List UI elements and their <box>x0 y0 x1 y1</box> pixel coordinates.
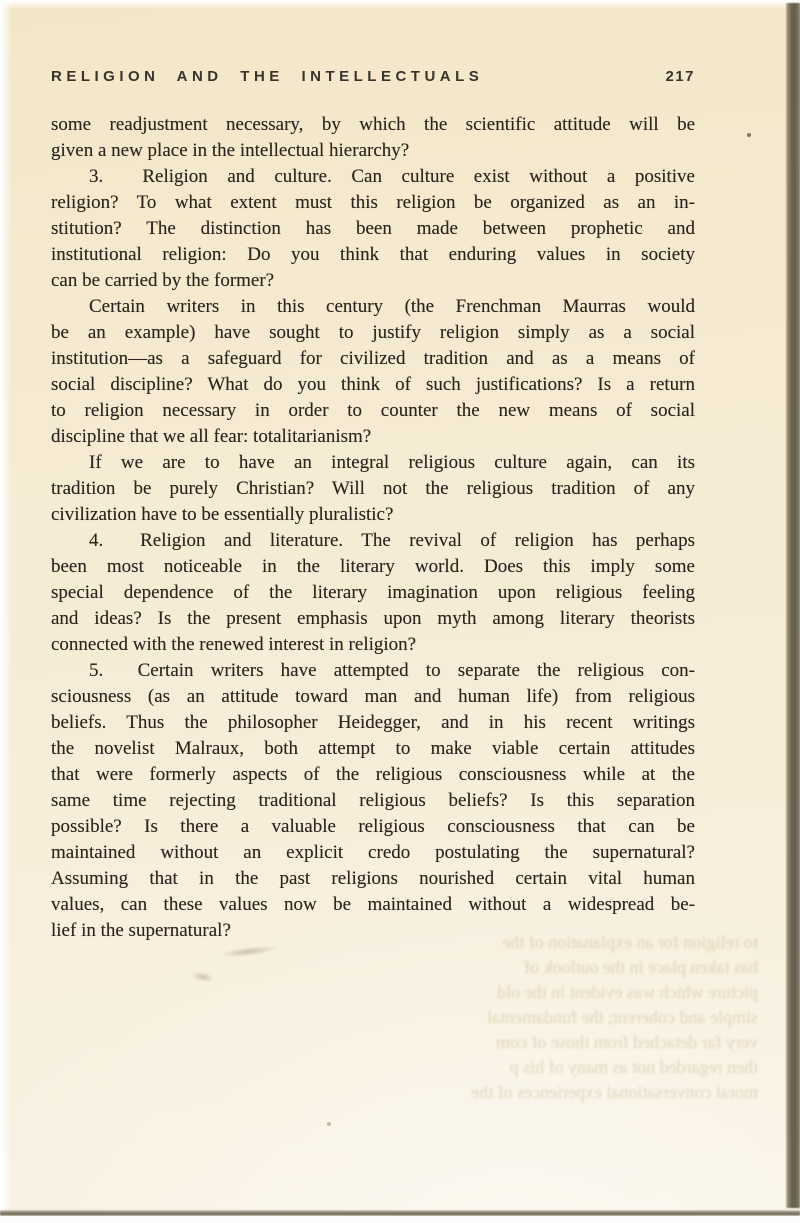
text-line: institution—as a safeguard for civilized tradition and as a means of <box>51 348 695 369</box>
page-showthrough <box>328 930 758 1105</box>
text-line: some readjustment necessary, by which the scientific attitude will be <box>51 114 695 135</box>
showthrough-line: to religion for an explanation of the <box>502 932 758 952</box>
text-line: connected with the renewed interest in religion? <box>51 634 417 655</box>
text-line: Certain writers in this century (the Frenchman Maurras would <box>89 296 695 317</box>
text-line: can be carried by the former? <box>51 270 275 291</box>
text-line: 4. Religion and literature. The revival of religion has perhaps <box>89 530 695 551</box>
text-line: 5. Certain writers have attempted to separate the religious con- <box>89 660 695 681</box>
ink-speck <box>747 133 751 137</box>
text-line: social discipline? What do you think of such justifications? Is a return <box>51 374 695 395</box>
text-line: beliefs. Thus the philosopher Heidegger, and in his recent writings <box>51 712 695 733</box>
text-line: stitution? The distinction has been made between prophetic and <box>51 218 695 239</box>
text-line: 3. Religion and culture. Can culture exist without a positive <box>89 166 695 187</box>
pencil-smudge <box>191 970 215 984</box>
text-line: that were formerly aspects of the religious consciousness while at the <box>51 764 695 785</box>
showthrough-line: then regarded not as many of his p <box>509 1057 758 1077</box>
text-line: If we are to have an integral religious culture again, can its <box>89 452 695 473</box>
pencil-smudge <box>220 943 279 959</box>
text-line: to religion necessary in order to counter the new means of social <box>51 400 695 421</box>
text-line: maintained without an explicit credo postulating the supernatural? <box>51 842 695 863</box>
text-line: values, can these values now be maintained without a widespread be- <box>51 894 695 915</box>
showthrough-line: has taken place in the outlook of <box>524 957 758 977</box>
text-line: religion? To what extent must this religion be organized as an in- <box>51 192 695 213</box>
text-line: institutional religion: Do you think that enduring values in society <box>51 244 695 265</box>
text-line: sciousness (as an attitude toward man and human life) from religious <box>51 686 695 707</box>
text-line: and ideas? Is the present emphasis upon myth among literary theorists <box>51 608 695 629</box>
text-line: Assuming that in the past religions nourished certain vital human <box>51 868 695 889</box>
text-line: lief in the supernatural? <box>51 920 231 941</box>
text-line: the novelist Malraux, both attempt to make viable certain attitudes <box>51 738 695 759</box>
running-head-row <box>51 68 695 85</box>
page-number: 217 <box>665 68 695 85</box>
text-line: possible? Is there a valuable religious consciousness that can be <box>51 816 695 837</box>
text-line: discipline that we all fear: totalitarianism? <box>51 426 372 447</box>
text-line: been most noticeable in the literary world. Does this imply some <box>51 556 695 577</box>
text-line: be an example) have sought to justify religion simply as a social <box>51 322 695 343</box>
text-line: tradition be purely Christian? Will not the religious tradition of any <box>51 478 695 499</box>
text-line: same time rejecting traditional religious beliefs? Is this separation <box>51 790 695 811</box>
showthrough-line: moral conversational experiences of the <box>471 1082 758 1102</box>
running-head-title: RELIGION AND THE INTELLECTUALS <box>51 68 484 85</box>
ink-speck <box>327 1122 331 1126</box>
text-line: special dependence of the literary imagination upon religious feeling <box>51 582 695 603</box>
showthrough-line: very far detached from those of com <box>496 1032 758 1052</box>
text-line: civilization have to be essentially pluralistic? <box>51 504 394 525</box>
text-line: given a new place in the intellectual hierarchy? <box>51 140 410 161</box>
scan-edge-shadow <box>786 3 800 1208</box>
showthrough-line: picture which was evident in the old <box>497 982 758 1002</box>
showthrough-line: simple and coherent; the fundamental <box>487 1007 758 1027</box>
scan-margin <box>0 1216 800 1223</box>
text-block <box>51 112 695 944</box>
